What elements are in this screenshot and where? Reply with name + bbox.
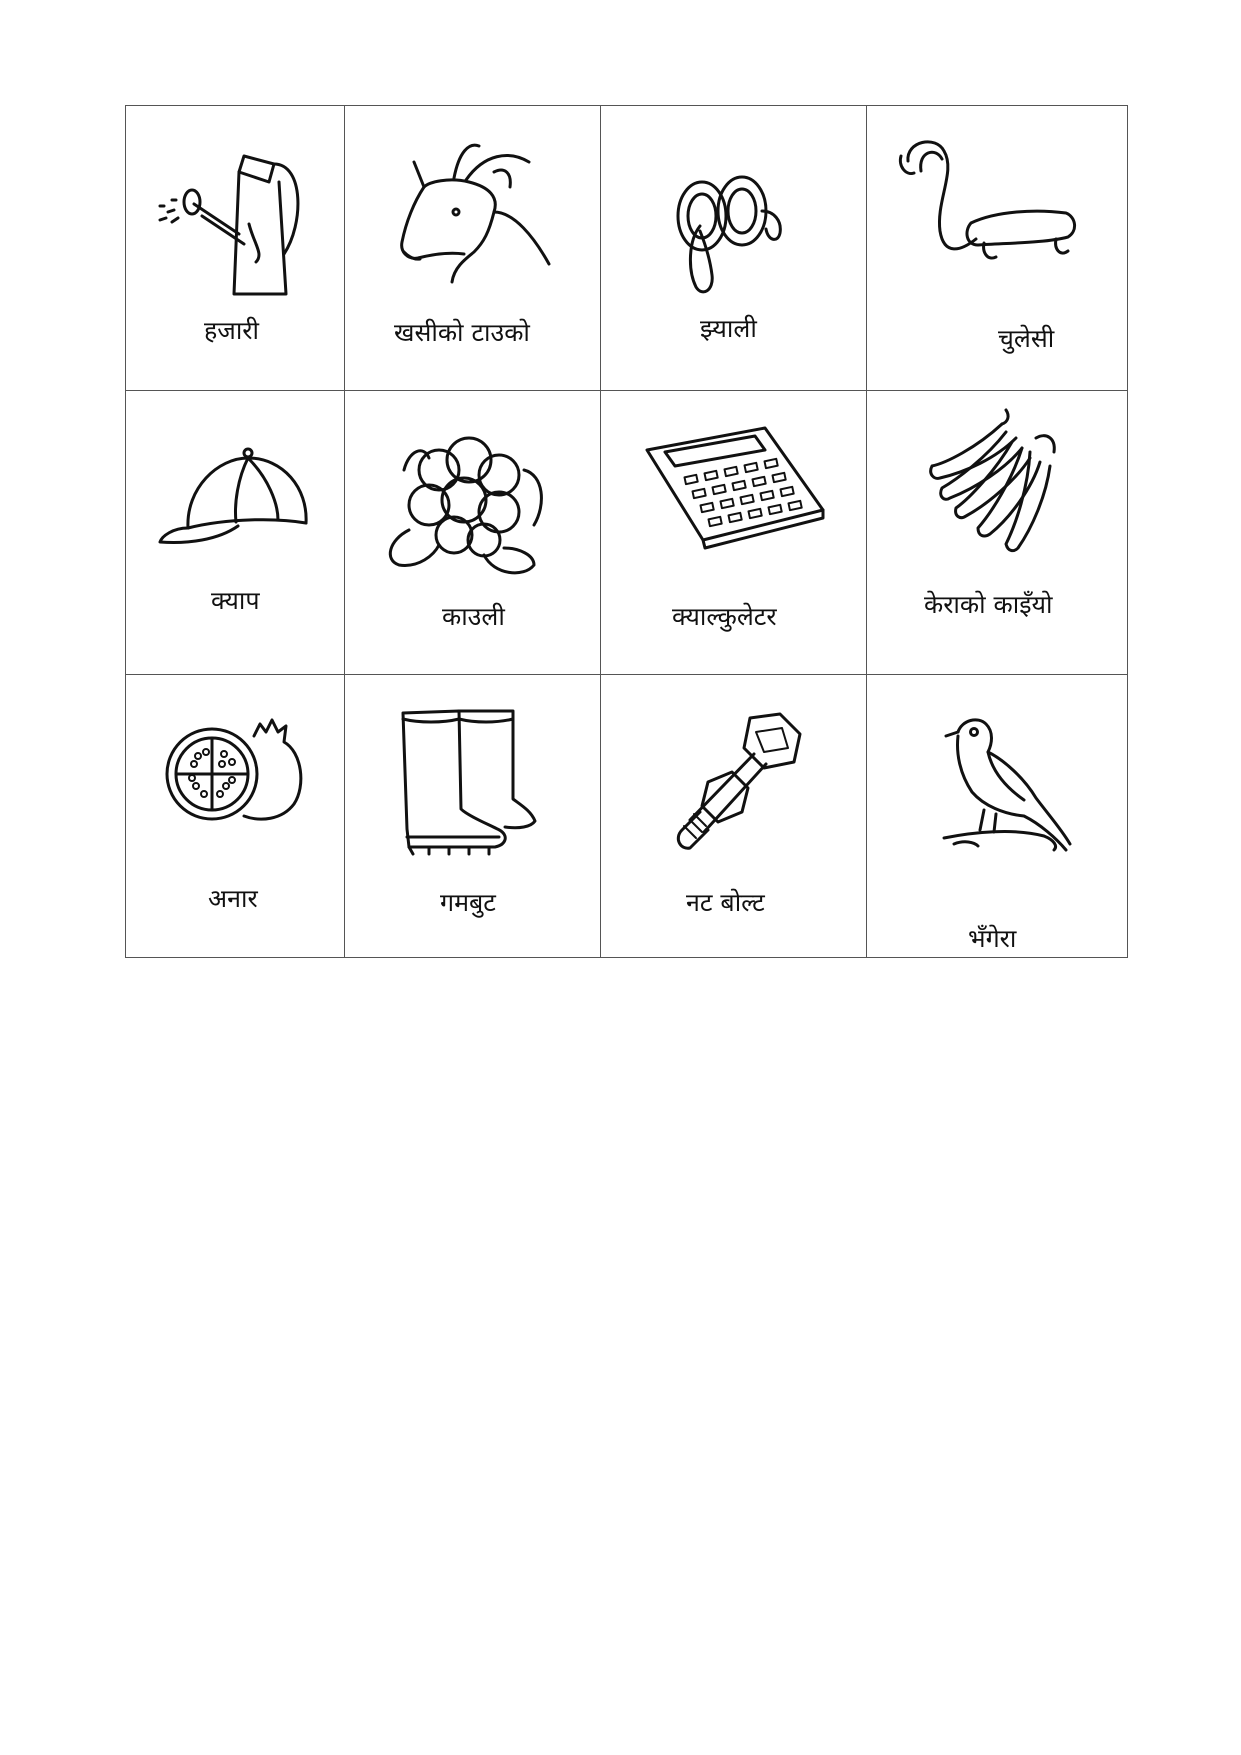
watering-can-icon: [154, 144, 304, 294]
picture-card-grid: [125, 105, 1128, 958]
card-cymbals: [600, 106, 866, 390]
card-goat-head: [344, 106, 600, 390]
card-label: क्याप: [211, 586, 260, 615]
card-label: क्याल्कुलेटर: [672, 602, 777, 631]
card-label: काउली: [442, 602, 505, 631]
sparrow-icon: [944, 714, 1089, 864]
calculator-icon: [645, 428, 825, 558]
cymbals-icon: [670, 171, 800, 301]
card-cauliflower: [344, 390, 600, 674]
cauliflower-icon: [384, 430, 554, 580]
goat-head-icon: [394, 142, 554, 292]
card-banana-bunch: [866, 390, 1129, 674]
pomegranate-icon: [164, 716, 304, 826]
card-label: खसीको टाउको: [394, 318, 530, 347]
card-label: हजारी: [204, 316, 260, 345]
card-gumboots: [344, 674, 600, 959]
nut-and-bolt-icon: [660, 712, 810, 857]
banana-bunch-icon: [926, 408, 1066, 563]
card-label: गमबुट: [440, 888, 496, 917]
card-label: झ्याली: [700, 314, 757, 343]
card-label: अनार: [208, 884, 258, 913]
card-calculator: [600, 390, 866, 674]
card-watering-can: [126, 106, 344, 390]
card-nut-and-bolt: [600, 674, 866, 959]
card-curved-blade-cutter: [866, 106, 1129, 390]
card-pomegranate: [126, 674, 344, 959]
card-label: चुलेसी: [998, 324, 1055, 353]
card-label: भँगेरा: [968, 924, 1017, 953]
card-sparrow: [866, 674, 1129, 959]
curved-blade-cutter-icon: [896, 131, 1096, 291]
cap-icon: [158, 448, 318, 548]
gumboots-icon: [399, 709, 539, 854]
card-label: केराको काइँयो: [924, 590, 1053, 619]
card-label: नट बोल्ट: [686, 888, 765, 917]
card-cap: [126, 390, 344, 674]
